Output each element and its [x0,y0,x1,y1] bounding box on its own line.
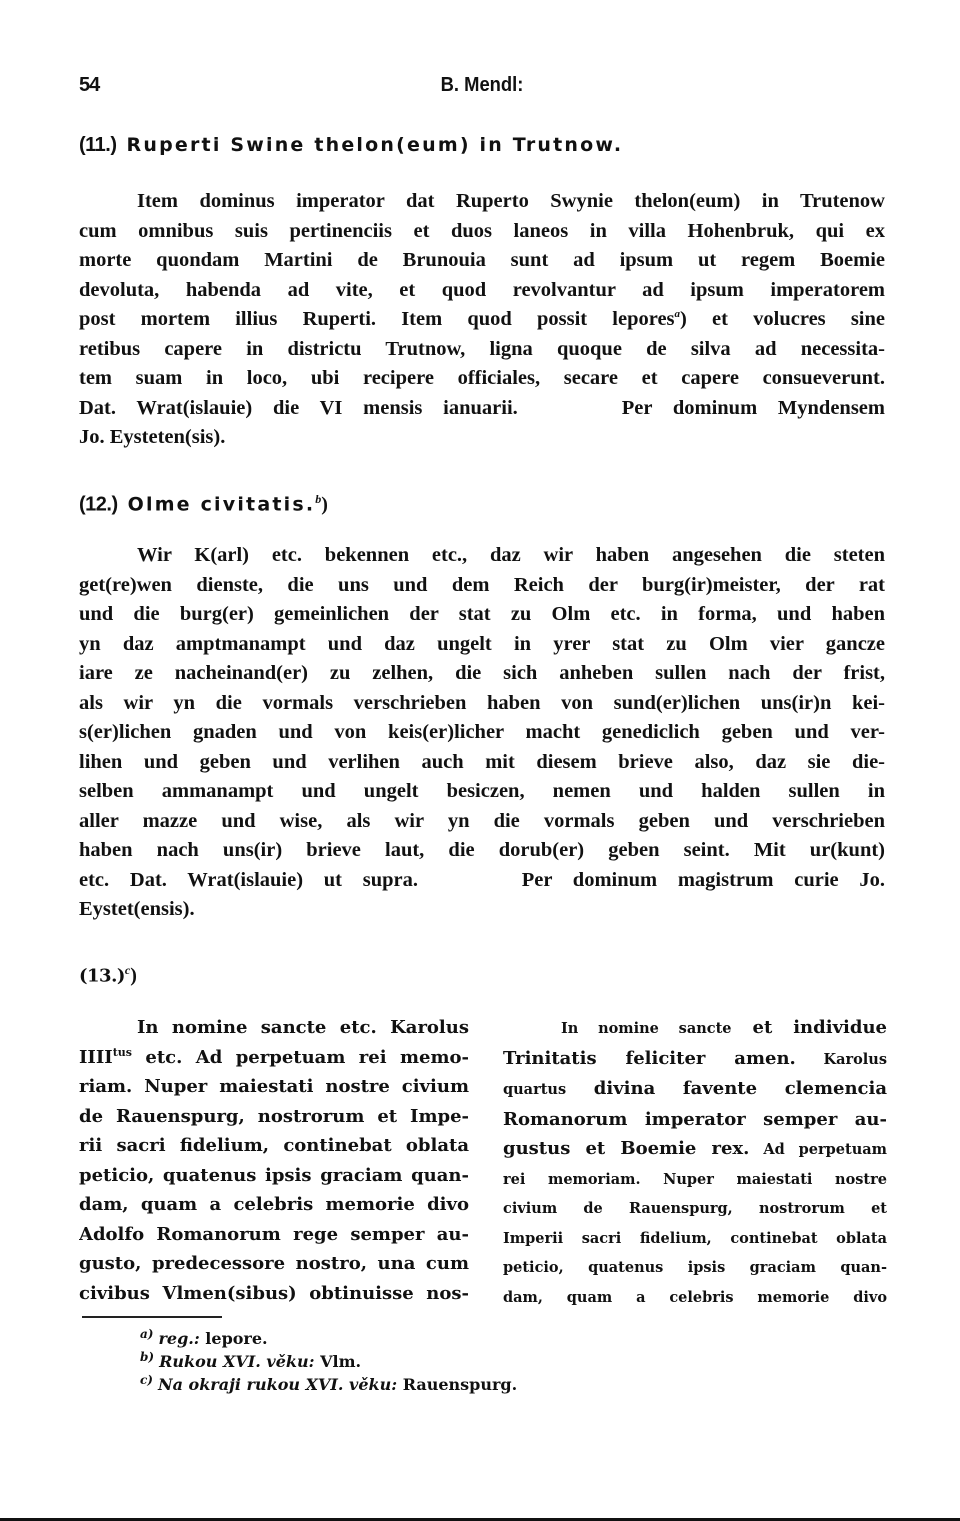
footnote-a: $^{a)}$ reg.: lepore. [140,1326,268,1348]
footnote-c: $^{c)}$ Na okraji rukou XVI. věku: Rauenspurg. [140,1372,518,1394]
running-head-author: B. Mendl: [440,74,524,96]
text-line: yn daz amptmanampt und daz ungelt in yrer stat zu Olm vier gancze [79,632,885,655]
text-line: get(re)wen dienste, die uns und dem Reich der burg(ir)meister, der rat [79,573,885,596]
text-line: Imperii sacri fidelium, continebat oblata [503,1229,887,1247]
text-line: Dat. Wrat(islauie) die VI mensis ianuarii. Per dominum Myndensem [79,396,885,419]
text-line: quartus divina favente clemencia [503,1078,887,1099]
footnote-ref-a[interactable]: a [674,308,681,321]
section-title: Ruperti Swine thelon(eum) in Trutnow. [126,134,624,156]
text-line: gusto, predecessore nostro, una cum [79,1253,469,1274]
text-line: selben ammanampt und ungelt besiczen, nemen und halden sullen in [79,780,885,802]
text-line: cum omnibus suis pertinenciis et duos laneos in villa Hohenbruk, qui ex [79,219,885,242]
footnote-divider [82,1316,222,1318]
text-line: dam, quam a celebris memorie divo [503,1288,887,1306]
text-line: lihen und geben und verlihen auch mit diesem brieve also, daz sie die- [79,750,885,773]
text-line-with-footnote: post mortem illius Ruperti. Item quod possit lepores$^a$) et volucres sine [79,308,885,330]
text-line: iare ze nacheinand(er) zu zelhen, die sich anheben sullen nach der frist, [79,662,885,684]
right-column-text [503,1013,887,1312]
text-line: Item dominus imperator dat Ruperto Swynie thelon(eum) in Trutenow [137,190,885,212]
text-line: tem suam in loco, ubi recipere officiales, secare et capere consueverunt. [79,367,885,389]
section-title: Olme civitatis. [127,493,316,516]
text-line: Trinitatis feliciter amen. Karolus [503,1047,887,1069]
text-line: civium de Rauenspurg, nostrorum et [503,1200,887,1217]
section-13-heading: $(13.)^c$) [79,963,137,987]
text-line: als wir yn die vormals verschrieben haben von sund(er)lichen uns(ir)n kei- [79,691,885,714]
text-line: morte quondam Martini de Brunouia sunt ad ipsum ut regem Boemie [79,249,885,271]
text-line: peticio, quatenus ipsis graciam quan- [503,1259,887,1276]
text-line: de Rauenspurg, nostrorum et Impe- [79,1105,469,1127]
footnote-ref-b[interactable]: b [315,492,322,506]
text-line: rii sacri fidelium, continebat oblata [79,1135,469,1156]
footnote-ref-c[interactable]: c [124,963,131,977]
text-line: s(er)lichen gnaden und von keis(er)licher macht genediclich geben und ver- [79,721,885,743]
text-line: etc. Dat. Wrat(islauie) ut supra. Per dominum magistrum curie Jo. [79,868,885,891]
text-line: retibus capere in districtu Trutnow, ligna quoque de silva ad necessita- [79,337,885,360]
text-line: peticio, quatenus ipsis graciam quan- [79,1164,469,1186]
text-line: Wir K(arl) etc. bekennen etc., daz wir haben angesehen die steten [137,544,885,566]
section-number: (12.) [79,493,118,516]
section-11-body [79,187,885,453]
text-line: Eystet(ensis). [79,898,195,920]
page-number: 54 [79,74,100,96]
text-line: In nomine sancte etc. Karolus [137,1017,469,1038]
text-line: dam, quam a celebris memorie divo [79,1194,469,1215]
text-line: Romanorum imperator semper au- [503,1108,887,1130]
footnotes [140,1327,517,1396]
running-head [79,74,885,102]
text-line: gustus et Boemie rex. Ad perpetuam [503,1138,887,1159]
text-line: devoluta, habenda ad vite, et quod revolvantur ad ipsum imperatorem [79,278,885,301]
section-11-heading [79,134,623,157]
text-line: und die burg(er) gemeinlichen der stat zu Olm etc. in forma, und haben [79,603,885,625]
section-12-heading: (12.) Olme civitatis.$^b$) [79,492,328,516]
section-number: (13.) [79,965,125,987]
text-line: Jo. Eysteten(sis). [79,426,226,448]
text-line: $IIII^{tus}$ etc. Ad perpetuam rei memo- [79,1045,469,1068]
text-line: rei memoriam. Nuper maiestati nostre [503,1170,887,1188]
left-column-text [79,1013,469,1308]
text-line: aller mazze und wise, als wir yn die vormals geben und verschrieben [79,809,885,832]
section-number: (11.) [79,134,117,156]
text-line: In nomine sancte et individue [561,1017,887,1038]
text-line: Adolfo Romanorum rege semper au- [79,1223,469,1245]
text-line: riam. Nuper maiestati nostre civium [79,1076,469,1097]
text-line: haben nach uns(ir) brieve laut, die dorub(er) geben seint. Mit ur(kunt) [79,839,885,861]
text-line: civibus Vlmen(sibus) obtinuisse nos- [79,1282,469,1304]
section-12-body [79,541,885,925]
footnote-b: $^{b)}$ Rukou XVI. věku: Vlm. [140,1349,362,1371]
